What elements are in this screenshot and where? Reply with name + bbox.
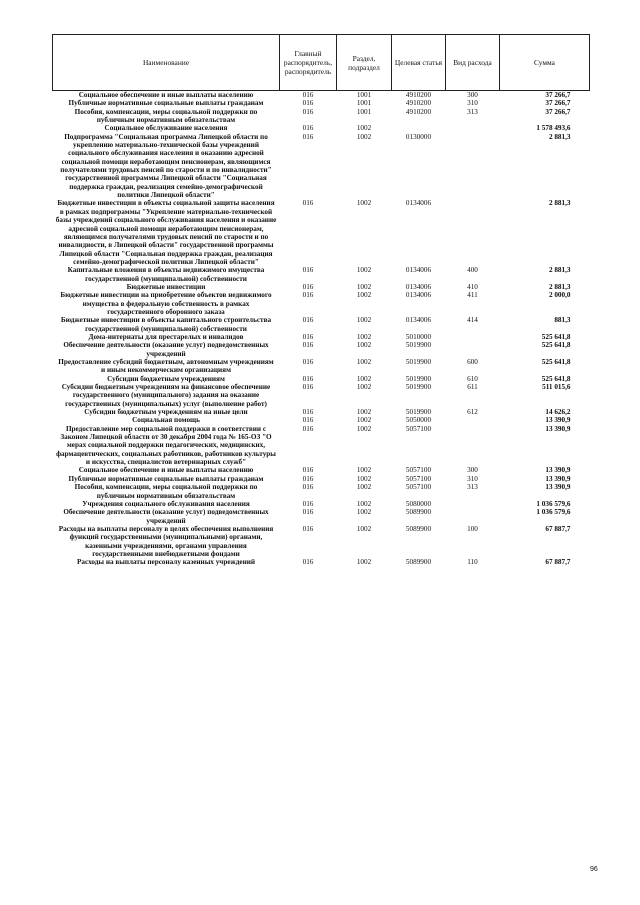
cell-section: 1002	[356, 508, 372, 517]
cell-section: 1002	[356, 416, 372, 425]
cell-admin: 016	[302, 558, 314, 567]
cell-sum: 2 881,3	[548, 266, 571, 275]
cell-expense: 313	[467, 483, 478, 492]
cell-expense: 300	[467, 466, 478, 475]
cell-name: Публичные нормативные социальные выплаты гражданам	[68, 99, 264, 108]
cell-admin: 016	[302, 466, 314, 475]
cell-expense	[446, 199, 500, 266]
cell-sum: 2 881,3	[548, 282, 571, 291]
cell-section: 1002	[356, 282, 372, 291]
cell-admin: 016	[302, 416, 314, 425]
cell-expense: 610	[467, 374, 478, 383]
cell-admin: 016	[302, 199, 314, 208]
cell-name: Дома-интернаты для престарелых и инвалидов	[88, 332, 244, 341]
table-row	[53, 316, 590, 333]
cell-name: Капитальные вложения в объекты недвижимого имущества государственной (муниципальной) собственности	[67, 266, 265, 283]
cell-name: Бюджетные инвестиции в объекты социальной защиты населения в рамках подпрограммы "Укрепление материально-технической базы учреждений социального обслуживания населения и оказание адресной социальной помощи неработающим пенсионерам, являющимся получателями трудовых пенсий по старости и по инвалидности, в Липецкой области" государственной программы Липецкой области "Социальная поддержка граждан, реализация семейно-демографической политики Липецкой области"	[55, 199, 277, 266]
cell-admin: 016	[302, 483, 314, 492]
cell-expense: 313	[467, 107, 478, 116]
cell-section: 1002	[356, 466, 372, 475]
cell-article: 5080000	[405, 499, 432, 508]
table-row	[53, 91, 590, 100]
cell-article: 5089900	[405, 558, 432, 567]
table-row	[53, 383, 590, 408]
cell-section: 1002	[356, 266, 372, 275]
header-article: Целевая статья	[392, 35, 446, 91]
cell-article: 5057100	[405, 483, 432, 492]
cell-admin: 016	[302, 424, 314, 433]
cell-section: 1002	[356, 408, 372, 417]
cell-expense	[446, 333, 500, 341]
cell-admin: 016	[302, 474, 314, 483]
page-number: 96	[590, 866, 598, 873]
cell-sum: 1 036 579,6	[536, 499, 571, 508]
cell-section: 1002	[356, 474, 372, 483]
cell-sum: 1 578 493,6	[536, 124, 571, 133]
cell-sum: 37 266,7	[545, 107, 571, 116]
cell-name: Бюджетные инвестиции в объекты капитального строительства государственной (муниципальной) собственности	[60, 316, 272, 333]
cell-sum: 37 266,7	[545, 91, 571, 99]
cell-admin: 016	[302, 91, 314, 99]
cell-name: Учреждения социального обслуживания населения	[82, 499, 250, 508]
cell-section: 1001	[356, 107, 372, 116]
cell-section: 1002	[356, 341, 372, 350]
cell-expense	[446, 341, 500, 358]
table-row	[53, 508, 590, 525]
cell-sum: 881,3	[554, 316, 571, 325]
cell-article: 0130000	[405, 132, 432, 141]
table-row	[53, 425, 590, 467]
header-admin: Главный распорядитель, распорядитель	[280, 35, 337, 91]
table-row	[53, 108, 590, 125]
cell-article: 5050000	[405, 416, 432, 425]
cell-admin: 016	[302, 266, 314, 275]
cell-article: 5019900	[405, 408, 432, 417]
cell-sum: 67 887,7	[545, 524, 571, 533]
cell-name: Обеспечение деятельности (оказание услуг) подведомственных учреждений	[63, 341, 269, 358]
cell-admin: 016	[302, 524, 314, 533]
budget-table	[52, 34, 590, 567]
table-row	[53, 291, 590, 316]
header-section: Раздел, подраздел	[337, 35, 392, 91]
cell-section: 1002	[356, 332, 372, 341]
cell-article: 0134006	[405, 316, 432, 325]
cell-sum: 511 015,6	[542, 383, 571, 392]
cell-article: 5089900	[405, 508, 432, 517]
cell-admin: 016	[302, 124, 314, 133]
cell-section: 1002	[356, 291, 372, 300]
cell-name: Бюджетные инвестиции на приобретение объектов недвижимого имущества в федеральную собственность в рамках государственного оборонного заказа	[60, 291, 272, 316]
cell-name: Предоставление мер социальной поддержки в соответствии с Законом Липецкой области от 30 декабря 2004 года № 165-ОЗ "О мерах социальной поддержки педагогических, медицинских, фармацевтических, социальных работников, работников культуры и искусства, специалистов ветеринарных служб"	[56, 424, 276, 467]
cell-section: 1002	[356, 558, 372, 567]
cell-admin: 016	[302, 316, 314, 325]
cell-article: 5057100	[405, 466, 432, 475]
cell-section: 1002	[356, 499, 372, 508]
cell-sum: 37 266,7	[545, 99, 571, 108]
table-row	[53, 525, 590, 558]
cell-admin: 016	[302, 291, 314, 300]
cell-sum: 13 390,9	[545, 424, 571, 433]
cell-expense	[446, 508, 500, 525]
cell-section: 1002	[356, 199, 372, 208]
cell-article: 0134006	[405, 266, 432, 275]
cell-section: 1002	[356, 374, 372, 383]
cell-sum: 2 881,3	[548, 132, 571, 141]
cell-sum: 525 641,8	[541, 374, 571, 383]
table-row	[53, 416, 590, 424]
cell-name: Обеспечение деятельности (оказание услуг) подведомственных учреждений	[63, 508, 269, 525]
cell-expense: 612	[467, 408, 478, 417]
cell-admin: 016	[302, 383, 314, 392]
cell-name: Расходы на выплаты персоналу в целях обеспечения выполнения функций государственными (муниципальными) органами, казенными учреждениями, органами управления государственными внебюджетными фондами	[58, 524, 274, 558]
cell-expense: 100	[467, 524, 478, 533]
table-row	[53, 124, 590, 132]
cell-article: 0134006	[405, 199, 432, 208]
cell-name: Субсидии бюджетным учреждениям	[107, 374, 225, 383]
cell-article: 4910200	[405, 107, 432, 116]
cell-name: Предоставление субсидий бюджетным, автономным учреждениям и иным некоммерческим организациям	[58, 358, 274, 375]
header-name: Наименование	[53, 35, 280, 91]
cell-section: 1002	[356, 524, 372, 533]
cell-article: 5019900	[405, 383, 432, 392]
table-row	[53, 408, 590, 416]
table-row	[53, 466, 590, 474]
cell-name: Пособия, компенсации, меры социальной поддержки по публичным нормативным обязательствам	[74, 107, 258, 125]
cell-section: 1001	[356, 91, 372, 99]
cell-section: 1002	[356, 124, 372, 133]
cell-expense: 410	[467, 282, 478, 291]
cell-admin: 016	[302, 107, 314, 116]
cell-name: Пособия, компенсации, меры социальной поддержки по публичным нормативным обязательствам	[74, 483, 258, 500]
cell-sum: 525 641,8	[541, 358, 571, 366]
cell-article: 4910200	[405, 99, 432, 108]
table-row	[53, 475, 590, 483]
cell-article: 5019900	[405, 341, 432, 350]
cell-expense	[446, 133, 500, 200]
table-row	[53, 99, 590, 107]
cell-expense: 310	[467, 99, 478, 108]
header-sum: Сумма	[500, 35, 590, 91]
cell-article: 5010000	[405, 332, 432, 341]
cell-expense: 300	[467, 91, 478, 99]
cell-article: 5057100	[405, 424, 432, 433]
table-row	[53, 283, 590, 291]
cell-article: 0134006	[405, 282, 432, 291]
cell-expense: 414	[467, 316, 478, 325]
table-row	[53, 333, 590, 341]
table-row	[53, 483, 590, 500]
cell-sum: 13 390,9	[545, 483, 571, 492]
cell-section: 1002	[356, 358, 372, 366]
cell-expense	[446, 425, 500, 467]
cell-expense: 110	[467, 558, 478, 567]
cell-name: Социальная помощь	[132, 416, 200, 425]
cell-sum: 1 036 579,6	[536, 508, 571, 517]
table-row	[53, 500, 590, 508]
cell-sum: 14 626,2	[545, 408, 571, 417]
cell-name: Социальное обслуживание населения	[104, 124, 228, 133]
table-row	[53, 133, 590, 200]
cell-expense	[446, 416, 500, 424]
cell-sum: 525 641,8	[541, 341, 571, 350]
table-row	[53, 358, 590, 375]
cell-article: 4910200	[405, 91, 432, 99]
cell-name: Бюджетные инвестиции	[126, 282, 206, 291]
cell-section: 1002	[356, 483, 372, 492]
cell-admin: 016	[302, 132, 314, 141]
cell-name: Социальное обеспечение и иные выплаты населению	[78, 466, 254, 475]
cell-name: Публичные нормативные социальные выплаты гражданам	[68, 474, 264, 483]
table-row	[53, 558, 590, 566]
cell-section: 1002	[356, 424, 372, 433]
cell-article: 5057100	[405, 474, 432, 483]
cell-sum: 2 881,3	[548, 199, 571, 208]
table-header-row	[53, 35, 590, 91]
header-expense: Вид расхода	[446, 35, 500, 91]
cell-article: 5089900	[405, 524, 432, 533]
cell-article: 0134006	[405, 291, 432, 300]
table-body	[53, 91, 590, 567]
table-row	[53, 341, 590, 358]
cell-expense: 411	[467, 291, 478, 300]
cell-sum: 13 390,9	[545, 466, 571, 475]
cell-article: 5019900	[405, 358, 432, 366]
table-row	[53, 266, 590, 283]
cell-article: 5019900	[405, 374, 432, 383]
cell-admin: 016	[302, 358, 314, 366]
table-row	[53, 199, 590, 266]
cell-name: Социальное обеспечение и иные выплаты населению	[78, 91, 254, 99]
cell-article	[392, 124, 446, 132]
cell-section: 1001	[356, 99, 372, 108]
cell-expense: 611	[467, 383, 478, 392]
cell-name: Субсидии бюджетным учреждениям на иные цели	[84, 408, 248, 417]
cell-name: Расходы на выплаты персоналу казенных учреждений	[77, 558, 255, 567]
cell-admin: 016	[302, 341, 314, 350]
cell-sum: 525 641,8	[541, 332, 571, 341]
cell-admin: 016	[302, 408, 314, 417]
cell-sum: 13 390,9	[545, 416, 571, 425]
cell-expense: 400	[467, 266, 478, 275]
cell-expense: 310	[467, 474, 478, 483]
cell-admin: 016	[302, 332, 314, 341]
cell-expense	[446, 500, 500, 508]
cell-admin: 016	[302, 508, 314, 517]
cell-admin: 016	[302, 374, 314, 383]
cell-section: 1002	[356, 383, 372, 392]
cell-expense	[446, 124, 500, 132]
cell-name: Подпрограмма "Социальная программа Липецкой области по укреплению материально-технической базы учреждений социального обслуживания населения и оказанию адресной социальной помощи неработающим пенсионерам, являющимся получателями трудовых пенсий по старости и по инвалидности" государственной программы Липецкой области "Социальная поддержка граждан, реализация семейно-демографической политики Липецкой области"	[60, 132, 272, 200]
cell-name: Субсидии бюджетным учреждениям на финансовое обеспечение государственного (муниципального) задания на оказание государственных (муниципальных) услуг (выполнение работ)	[61, 383, 271, 408]
cell-sum: 67 887,7	[545, 558, 571, 567]
cell-admin: 016	[302, 282, 314, 291]
cell-section: 1002	[356, 132, 372, 141]
cell-admin: 016	[302, 99, 314, 108]
table-row	[53, 375, 590, 383]
cell-section: 1002	[356, 316, 372, 325]
cell-sum: 2 000,0	[548, 291, 571, 300]
cell-expense: 600	[467, 358, 478, 366]
cell-sum: 13 390,9	[545, 474, 571, 483]
cell-admin: 016	[302, 499, 314, 508]
